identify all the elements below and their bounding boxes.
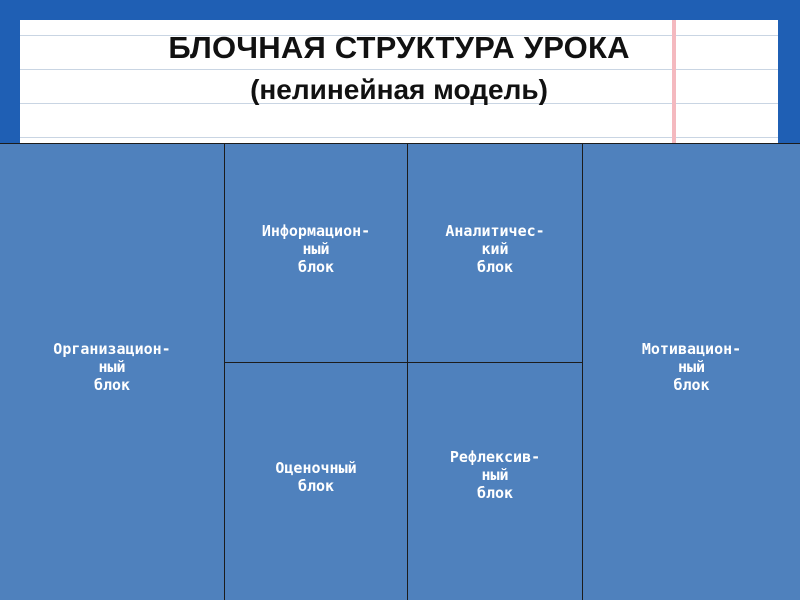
slide-title: БЛОЧНАЯ СТРУКТУРА УРОКА (168, 30, 630, 65)
motivational-block (582, 143, 800, 600)
organizational-block-label: Организацион- ный блок (53, 340, 171, 394)
block-structure-table (0, 143, 800, 600)
informational-block (224, 143, 407, 362)
title-panel (20, 20, 778, 143)
evaluative-block (224, 362, 407, 600)
slide-subtitle: (нелинейная модель) (250, 74, 548, 105)
table-top-border (0, 143, 800, 144)
analytical-block (407, 143, 582, 362)
reflexive-block-label: Рефлексив- ный блок (449, 448, 541, 502)
organizational-block (0, 143, 224, 600)
analytical-block-label: Аналитичес- кий блок (445, 222, 545, 276)
evaluative-block-label: Оценочный блок (275, 459, 357, 495)
slide-frame (0, 0, 800, 20)
motivational-block-label: Мотивацион- ный блок (641, 340, 742, 394)
reflexive-block (407, 362, 582, 600)
informational-block-label: Информацион- ный блок (261, 222, 371, 276)
